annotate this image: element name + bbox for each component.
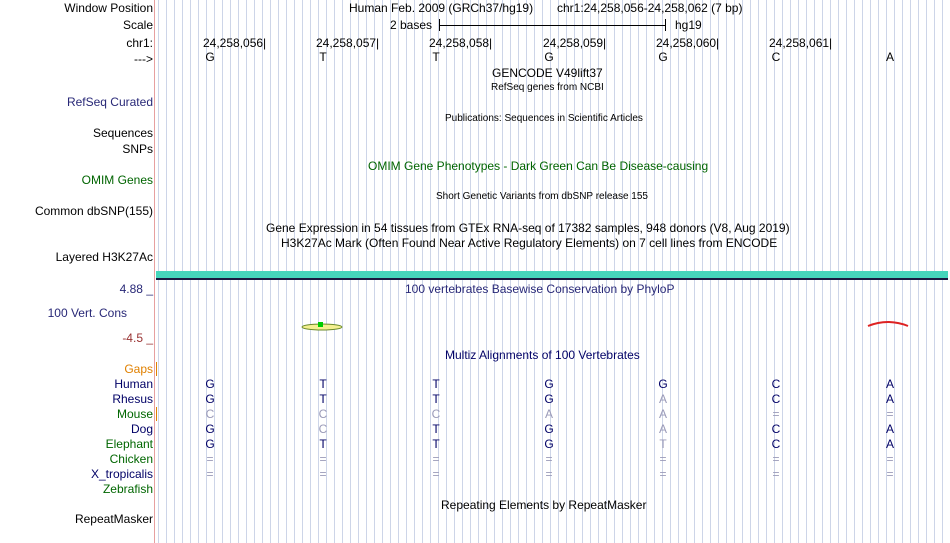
cons-top-value: 4.88 _	[119, 282, 153, 296]
scale-label: Scale	[122, 18, 153, 32]
aligned-base: =	[545, 452, 553, 466]
conservation-title[interactable]: 100 vertebrates Basewise Conservation by PhyloP	[405, 282, 675, 296]
aligned-base: A	[658, 422, 667, 436]
aligned-base: =	[319, 452, 327, 466]
aligned-base: =	[206, 452, 214, 466]
aligned-base: =	[432, 467, 440, 481]
aligned-base: G	[205, 422, 215, 436]
aligned-base: =	[886, 452, 894, 466]
species-label[interactable]: Rhesus	[112, 392, 153, 406]
species-label[interactable]: Chicken	[109, 452, 153, 466]
aligned-base: =	[772, 452, 780, 466]
window-position-label: Window Position	[64, 1, 153, 15]
strand-label: --->	[134, 52, 153, 66]
cons-mark-red	[868, 322, 908, 326]
chr-label: chr1:	[126, 36, 153, 50]
aligned-base: =	[886, 467, 894, 481]
aligned-base: A	[658, 392, 667, 406]
coordinate-label: 24,258,057|	[316, 36, 380, 50]
coordinate-label: 24,258,058|	[429, 36, 493, 50]
species-label[interactable]: Dog	[130, 422, 153, 436]
aligned-base: G	[544, 392, 554, 406]
omim-title[interactable]: OMIM Gene Phenotypes - Dark Green Can Be Disease-causing	[368, 159, 709, 173]
aligned-base: =	[659, 452, 667, 466]
aligned-base: C	[205, 407, 215, 421]
ref-base: C	[771, 50, 781, 64]
sequences-label[interactable]: Sequences	[92, 126, 153, 140]
ref-base: G	[544, 50, 554, 64]
aligned-base: A	[658, 407, 667, 421]
repeatmasker-label[interactable]: RepeatMasker	[74, 512, 153, 526]
conservation-plot	[300, 316, 912, 336]
aligned-base: A	[544, 407, 553, 421]
gtex-title[interactable]: Gene Expression in 54 tissues from GTEx RNA-seq of 17382 samples, 948 donors (V8, Aug 2019)	[266, 221, 790, 235]
aligned-base: =	[206, 467, 214, 481]
db-label: hg19	[675, 18, 702, 32]
ref-base: G	[658, 50, 668, 64]
scale-bar	[439, 19, 666, 31]
aligned-base: A	[885, 422, 894, 436]
gaps-tick	[156, 362, 157, 376]
aligned-base: T	[319, 377, 327, 391]
species-label[interactable]: Zebrafish	[102, 482, 153, 496]
aligned-base: T	[432, 392, 440, 406]
aligned-base: C	[771, 437, 781, 451]
aligned-base: A	[885, 377, 894, 391]
aligned-base: T	[432, 422, 440, 436]
aligned-base: =	[886, 407, 894, 421]
refseq-curated-label[interactable]: RefSeq Curated	[66, 95, 153, 109]
coordinate-label: 24,258,059|	[543, 36, 607, 50]
species-label[interactable]: Mouse	[116, 407, 153, 421]
species-label[interactable]: Elephant	[105, 437, 153, 451]
aligned-base: C	[431, 407, 441, 421]
layered-h3k27ac-label[interactable]: Layered H3K27Ac	[55, 250, 153, 264]
coordinate-label: 24,258,060|	[656, 36, 720, 50]
aligned-base: C	[318, 422, 328, 436]
aligned-base: G	[544, 437, 554, 451]
aligned-base: G	[544, 422, 554, 436]
multiz-title[interactable]: Multiz Alignments of 100 Vertebrates	[445, 348, 640, 362]
aligned-base: G	[205, 437, 215, 451]
aligned-base: T	[659, 437, 667, 451]
dbsnp-title[interactable]: Short Genetic Variants from dbSNP release 155	[436, 191, 648, 202]
aligned-base: =	[772, 467, 780, 481]
aligned-base: =	[432, 452, 440, 466]
aligned-base: T	[432, 377, 440, 391]
h3k27ac-baseline	[156, 278, 948, 280]
gencode-title[interactable]: GENCODE V49lift37	[492, 66, 603, 80]
scale-text: 2 bases	[390, 18, 433, 32]
aligned-base: T	[319, 437, 327, 451]
aligned-base: G	[205, 392, 215, 406]
snps-label[interactable]: SNPs	[122, 142, 153, 156]
ref-base: T	[432, 50, 440, 64]
cons-bottom-value: -4.5 _	[122, 331, 153, 345]
ref-base: A	[885, 50, 894, 64]
coordinate-label: 24,258,061|	[769, 36, 833, 50]
aligned-base: C	[318, 407, 328, 421]
position-readout: chr1:24,258,056-24,258,062 (7 bp)	[557, 1, 743, 15]
aligned-base: =	[545, 467, 553, 481]
assembly-title: Human Feb. 2009 (GRCh37/hg19)	[349, 1, 534, 15]
aligned-base: =	[772, 407, 780, 421]
aligned-base: C	[771, 392, 781, 406]
aligned-base: T	[319, 392, 327, 406]
aligned-base: G	[544, 377, 554, 391]
mouse-tick	[156, 407, 157, 421]
ref-base: G	[205, 50, 215, 64]
aligned-base: =	[319, 467, 327, 481]
h3k27ac-signal	[156, 271, 948, 278]
aligned-base: T	[432, 437, 440, 451]
aligned-base: C	[771, 422, 781, 436]
aligned-base: A	[885, 392, 894, 406]
aligned-base: G	[658, 377, 668, 391]
label-panel-divider	[154, 0, 155, 543]
refseq-subtitle[interactable]: RefSeq genes from NCBI	[491, 82, 604, 93]
aligned-base: G	[205, 377, 215, 391]
h3k27ac-title[interactable]: H3K27Ac Mark (Often Found Near Active Regulatory Elements) on 7 cell lines from ENCODE	[281, 236, 778, 250]
vert-cons-label[interactable]: 100 Vert. Cons	[47, 306, 127, 320]
aligned-base: A	[885, 437, 894, 451]
aligned-base: =	[659, 467, 667, 481]
common-dbsnp-label[interactable]: Common dbSNP(155)	[34, 204, 153, 218]
coordinate-label: 24,258,056|	[203, 36, 267, 50]
species-label[interactable]: X_tropicalis	[90, 467, 153, 481]
cons-mark-green-core	[318, 322, 323, 327]
publications-title[interactable]: Publications: Sequences in Scientific Articles	[445, 113, 643, 124]
species-label[interactable]: Human	[114, 377, 153, 391]
omim-genes-label[interactable]: OMIM Genes	[81, 173, 153, 187]
gaps-label[interactable]: Gaps	[124, 362, 153, 376]
ref-base: T	[319, 50, 327, 64]
repeatmasker-title[interactable]: Repeating Elements by RepeatMasker	[441, 498, 647, 512]
aligned-base: C	[771, 377, 781, 391]
